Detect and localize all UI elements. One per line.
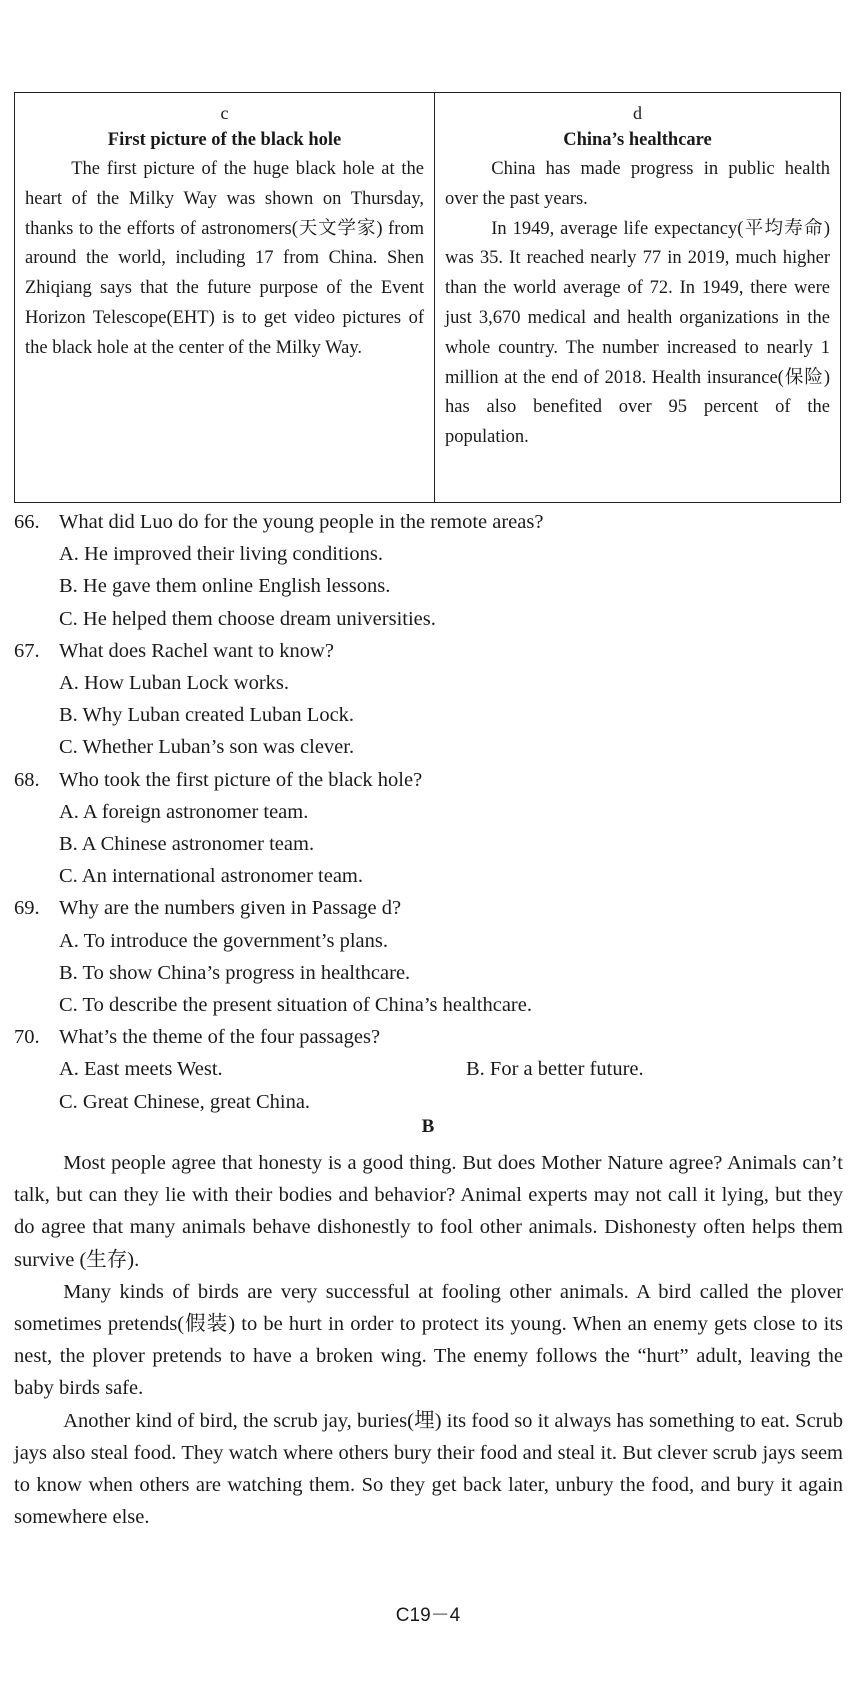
question-stem: What does Rachel want to know? [59,639,334,662]
question-number: 68. [14,768,40,791]
question-list [14,506,844,1118]
section-b-passage [14,1147,843,1533]
option-c: C. He helped them choose dream universities. [59,607,436,630]
passages-table [14,92,841,503]
question-number: 69. [14,897,40,920]
option-c: C. An international astronomer team. [59,865,364,888]
question-stem: What’s the theme of the four passages? [59,1026,381,1049]
passage-c-paragraph: The first picture of the huge black hole at the heart of the Milky Way was shown on Thursday, thanks to the efforts of astronomers(天文学家) from around the world, including 17 from China. Shen Zhiqiang says that the future purpose of the Event Horizon Telescope(EHT) is to get video pictures of the black hole at the center of the Milky Way. [25,159,424,358]
option-a: A. A foreign astronomer team. [59,800,309,823]
passage-d-title: China’s healthcare [563,130,712,150]
passage-d-paragraph: China has made progress in public health over the past years. [445,159,830,209]
question-66 [14,506,844,635]
question-stem: What did Luo do for the young people in the remote areas? [59,511,544,533]
question-number: 70. [14,1026,40,1049]
passage-d-paragraph: In 1949, average life expectancy(平均寿命) was 35. It reached nearly 77 in 2019, much higher than the world average of 72. In 1949, there were just 3,670 medical and health organizations in the whole country. The number increased to nearly 1 million at the end of 2018. Health insurance(保险) has also benefited over 95 percent of the population. [445,218,830,448]
option-c: C. Whether Luban’s son was clever. [59,736,355,759]
option-b: B. For a better future. [466,1058,644,1081]
passage-c-letter: c [220,103,229,123]
section-heading: B [421,1116,435,1137]
page-number: C19－4 [395,1605,461,1626]
option-a: A. To introduce the government’s plans. [59,929,388,952]
question-stem: Why are the numbers given in Passage d? [59,897,402,920]
option-c: C. Great Chinese, great China. [59,1090,311,1113]
passage-paragraph: Another kind of bird, the scrub jay, buries(埋) its food so it always has something to eat. Scrub jays also steal food. They watch where others bury their food and steal it. But clever scrub jays seem to know when others are watching them. So they get back later, unbury the food, and bury it again somewhere else. [14,1409,843,1529]
option-a: A. He improved their living conditions. [59,543,383,566]
passage-paragraph: Many kinds of birds are very successful at fooling other animals. A bird called the plover sometimes pretends(假装) to be hurt in order to protect its young. When an enemy gets close to its nest, the plover pretends to have a broken wing. The enemy follows the “hurt” adult, leaving the baby birds safe. [14,1280,843,1400]
question-69 [14,892,844,1021]
passage-d-letter: d [633,103,642,123]
option-b: B. A Chinese astronomer team. [59,833,315,856]
question-number: 67. [14,639,40,662]
option-a: A. East meets West. [59,1058,223,1081]
question-number: 66. [14,511,40,533]
option-b: B. Why Luban created Luban Lock. [59,704,355,727]
question-67 [14,635,844,764]
question-70 [14,1021,844,1118]
passage-c-cell [15,93,435,502]
option-b: B. To show China’s progress in healthcare. [59,961,411,984]
passage-paragraph: Most people agree that honesty is a good thing. But does Mother Nature agree? Animals can’t talk, but can they lie with their bodies and behavior? Animal experts may not call it lying, but they do agree that many animals behave dishonestly to fool other animals. Dishonesty often helps them survive (生存). [14,1152,843,1271]
question-stem: Who took the first picture of the black hole? [59,768,423,791]
passage-d-cell [435,93,840,502]
option-a: A. How Luban Lock works. [59,672,290,695]
option-b: B. He gave them online English lessons. [59,575,391,598]
passage-c-title: First picture of the black hole [107,130,342,150]
question-68 [14,764,844,893]
option-c: C. To describe the present situation of China’s healthcare. [59,994,532,1017]
